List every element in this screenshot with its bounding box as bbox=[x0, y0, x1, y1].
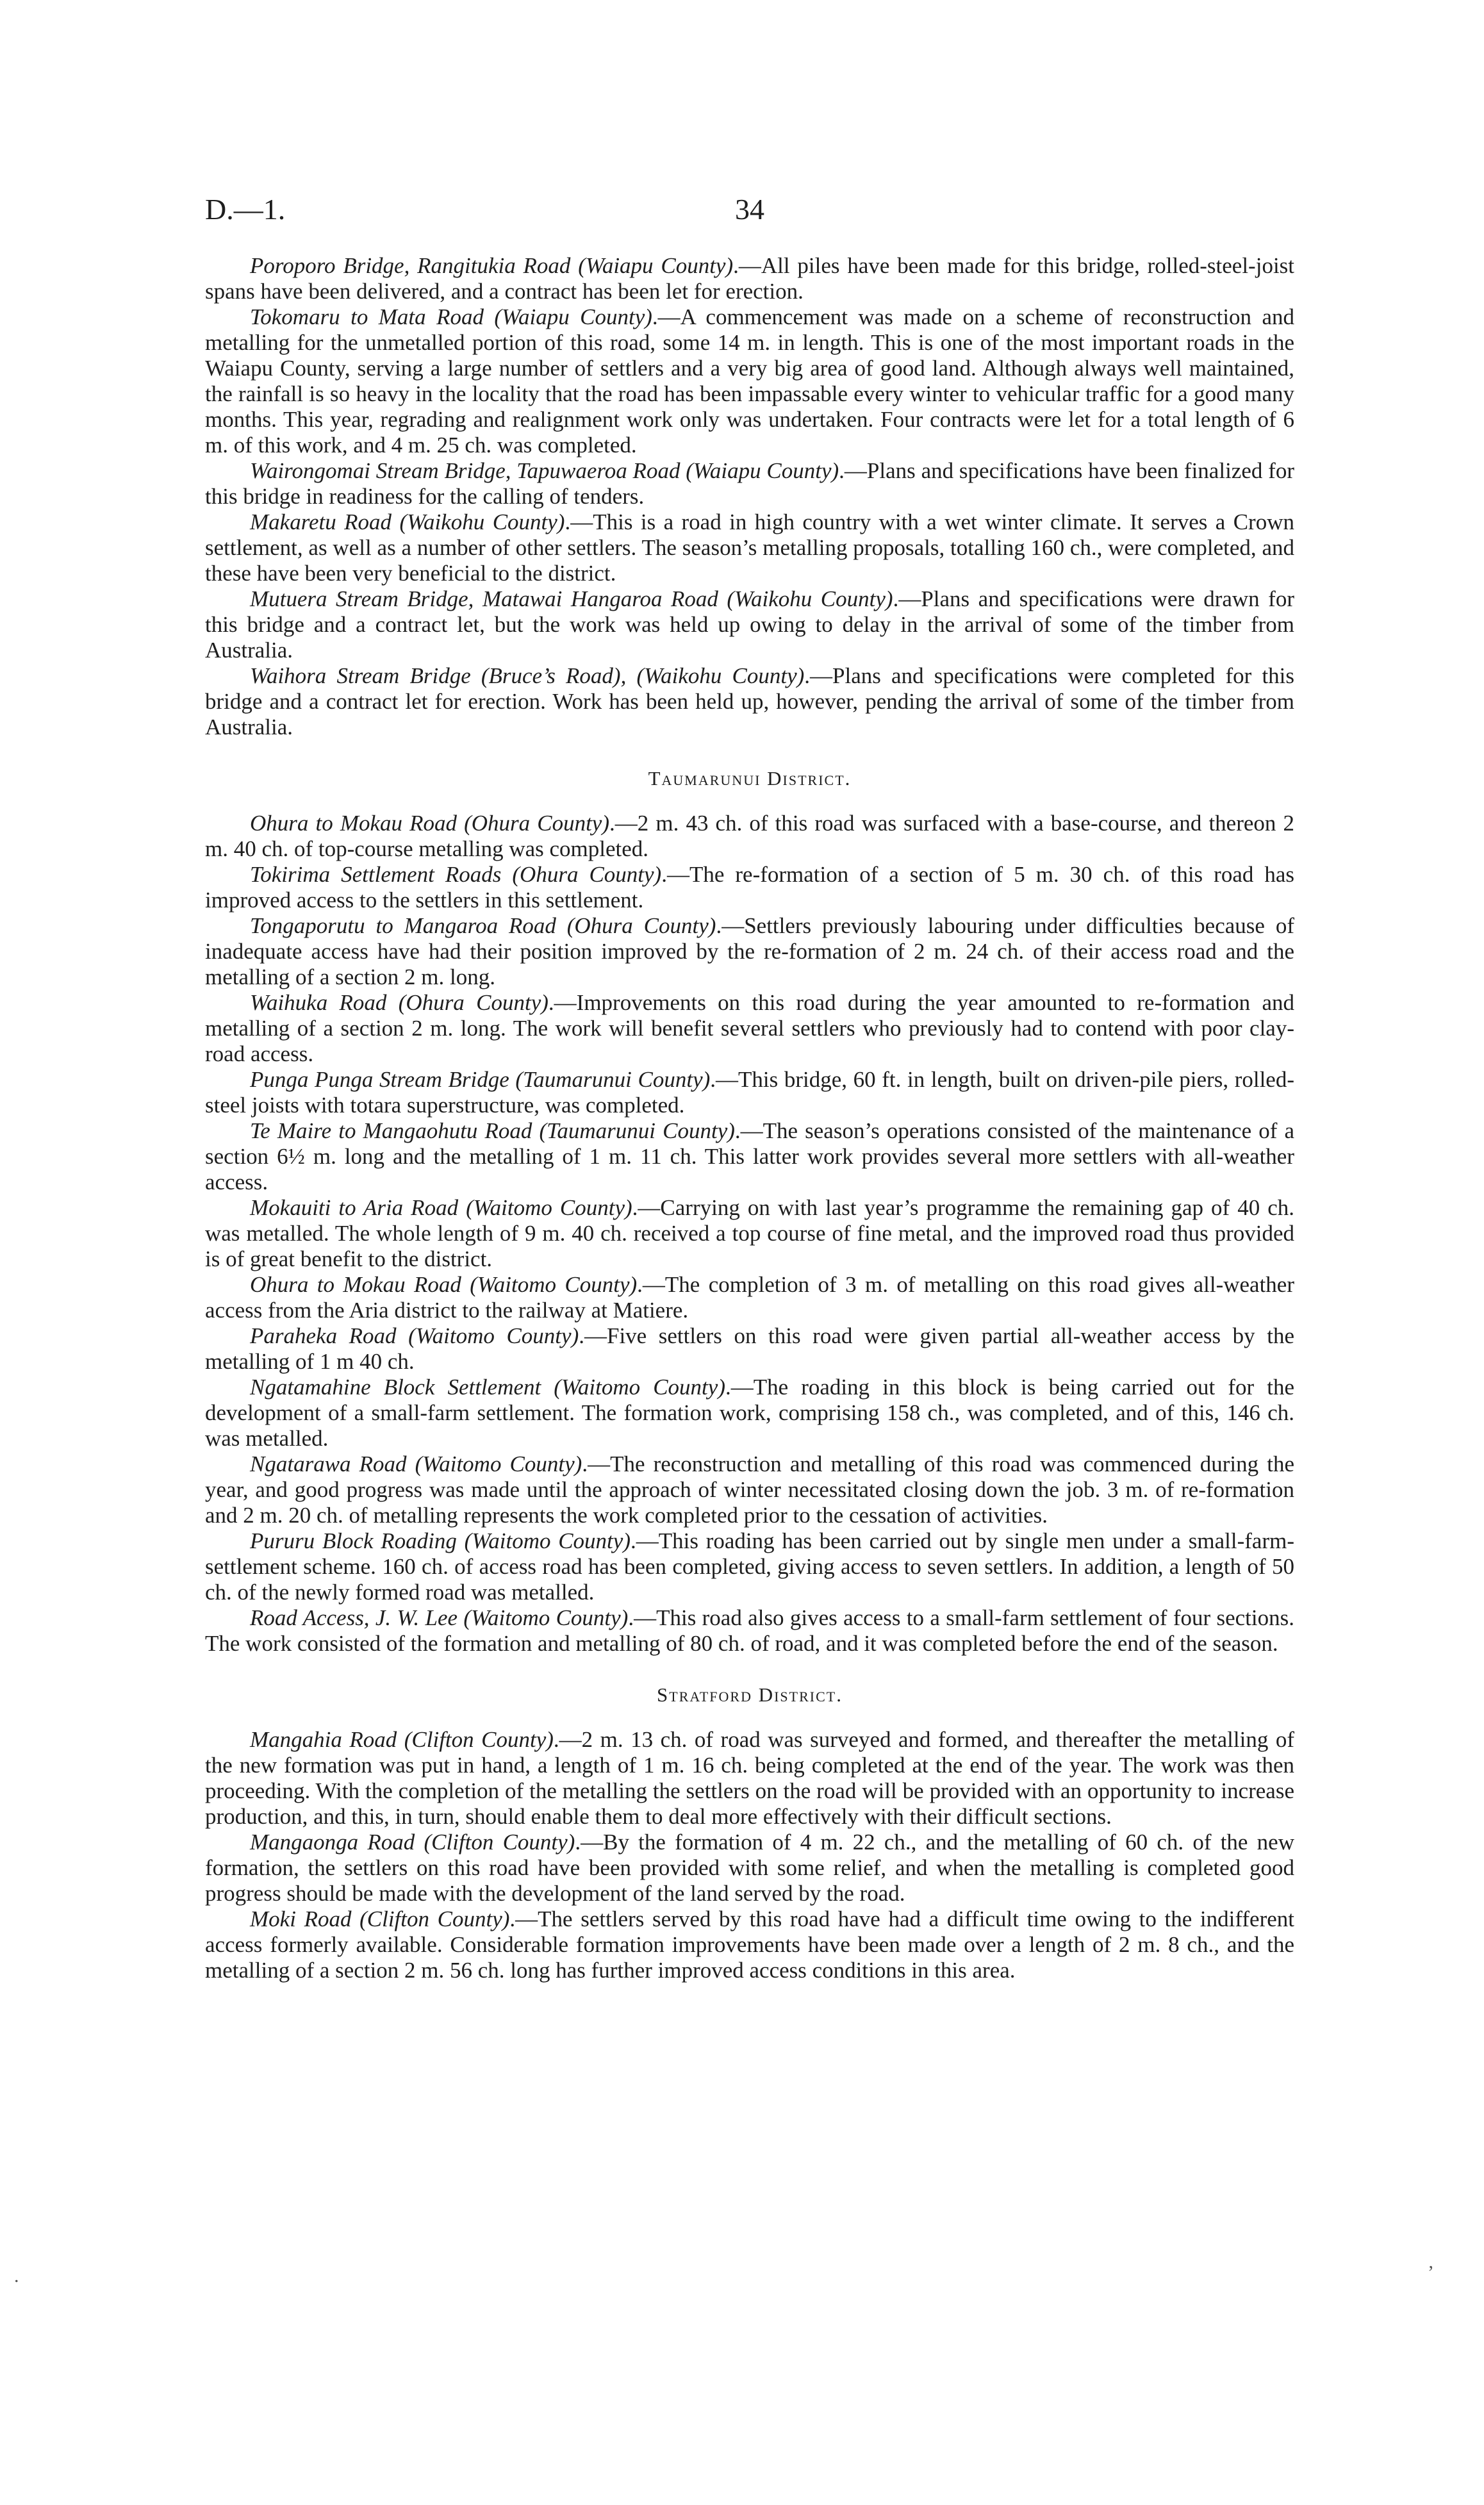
paragraph-title: Poroporo Bridge, Rangitukia Road (Waiapu County) bbox=[250, 253, 734, 278]
paragraph-text: .—All piles have been made for this bridge, rolled-steel-joist spans have been delivered, and a contract has been let for erection. bbox=[205, 253, 1295, 304]
report-paragraph bbox=[205, 1323, 1294, 1375]
document-section bbox=[205, 253, 1294, 740]
paragraph-text: .—Plans and specifications were completed for this bridge and a contract let for erection. Work has been held up, however, pending the arrival of some of the timber from Australia. bbox=[205, 663, 1295, 740]
paragraph-title: Punga Punga Stream Bridge (Taumarunui County) bbox=[250, 1067, 711, 1092]
paragraph-text: .—2 m. 13 ch. of road was surveyed and formed, and thereafter the metalling of the new formation was put in hand, a length of 1 m. 16 ch. being completed at the end of the year. The work was then proceeding. With the completion of the metalling the settlers on the road will be provided with an opportunity to increase production, and this, in turn, should enable them to deal more effectively with their difficult sections. bbox=[205, 1727, 1294, 1829]
paragraph-text: .—Carrying on with last year’s programme the remaining gap of 40 ch. was metalled. The whole length of 9 m. 40 ch. received a top course of fine metal, and the improved road thus provided is of great benefit to the district. bbox=[205, 1195, 1294, 1271]
report-paragraph bbox=[205, 1375, 1294, 1451]
paragraph-text: .—The completion of 3 m. of metalling on this road gives all-weather access from the Aria district to the railway at Matiere. bbox=[205, 1272, 1294, 1323]
paragraph-text: .—By the formation of 4 m. 22 ch., and the metalling of 60 ch. of the new formation, the settlers on this road have been provided with some relief, and when the metalling is completed good progress should be made with the development of the land served by the road. bbox=[205, 1830, 1294, 1906]
page-header bbox=[205, 192, 1294, 231]
report-paragraph bbox=[205, 663, 1294, 740]
paragraph-title: Waihora Stream Bridge (Bruce’s Road), (Waikohu County) bbox=[250, 663, 805, 688]
paragraph-title: Mangaonga Road (Clifton County) bbox=[250, 1830, 575, 1855]
report-paragraph bbox=[205, 304, 1294, 458]
paragraph-title: Road Access, J. W. Lee (Waitomo County) bbox=[250, 1605, 629, 1630]
paragraph-text: .—Improvements on this road during the year amounted to re-formation and metalling of a section 2 m. long. The work will benefit several settlers who previously had to contend with poor clay-road access. bbox=[205, 990, 1294, 1066]
paragraph-title: Tokomaru to Mata Road (Waiapu County) bbox=[250, 304, 652, 329]
paragraph-text: .—A commencement was made on a scheme of reconstruction and metalling for the unmetalled portion of this road, some 14 m. in length. This is one of the most important roads in the Waiapu County, serving a large number of settlers and a very big area of good land. Although always well maintained, the rainfall is so heavy in the locality that the road has been impassable every winter to vehicular traffic for a good many months. This year, regrading and realignment work only was undertaken. Four contracts were let for a total length of 6 m. of this work, and 4 m. 25 ch. was completed. bbox=[205, 304, 1294, 458]
paragraph-title: Pururu Block Roading (Waitomo County) bbox=[250, 1528, 631, 1553]
scan-speck: . bbox=[14, 2265, 19, 2286]
report-paragraph bbox=[205, 1067, 1294, 1118]
document-body bbox=[205, 253, 1294, 1983]
paragraph-title: Tongaporutu to Mangaroa Road (Ohura County) bbox=[250, 913, 716, 938]
report-paragraph bbox=[205, 1451, 1294, 1528]
paragraph-title: Mutuera Stream Bridge, Matawai Hangaroa Road (Waikohu County) bbox=[250, 586, 893, 611]
report-paragraph bbox=[205, 1118, 1294, 1195]
section-heading: Stratford District. bbox=[657, 1683, 843, 1706]
paragraph-title: Tokirima Settlement Roads (Ohura County) bbox=[250, 862, 662, 887]
document-section bbox=[205, 1682, 1294, 1983]
paragraph-title: Paraheka Road (Waitomo County) bbox=[250, 1323, 579, 1348]
report-paragraph bbox=[205, 1528, 1294, 1605]
report-paragraph bbox=[205, 990, 1294, 1067]
paragraph-title: Waihuka Road (Ohura County) bbox=[250, 990, 548, 1015]
report-paragraph bbox=[205, 253, 1294, 304]
report-paragraph bbox=[205, 1830, 1294, 1906]
paragraph-title: Ngatamahine Block Settlement (Waitomo County) bbox=[250, 1375, 725, 1400]
document-reference: D.—1. bbox=[205, 193, 286, 226]
paragraph-text: .—This roading has been carried out by single men under a small-farm-settlement scheme. 160 ch. of access road has been completed, giving access to seven settlers. In addition, a length of 50 ch. of the newly formed road was metalled. bbox=[205, 1528, 1294, 1605]
paragraph-text: .—The roading in this block is being carried out for the development of a small-farm settlement. The formation work, comprising 158 ch., was completed, and of this, 146 ch. was metalled. bbox=[205, 1375, 1294, 1451]
report-paragraph bbox=[205, 1272, 1294, 1323]
paragraph-text: .—The re-formation of a section of 5 m. 30 ch. of this road has improved access to the settlers in this settlement. bbox=[205, 862, 1295, 913]
report-paragraph bbox=[205, 811, 1294, 862]
report-paragraph bbox=[205, 862, 1294, 913]
paragraph-title: Makaretu Road (Waikohu County) bbox=[250, 509, 565, 534]
report-paragraph bbox=[205, 1727, 1294, 1830]
paragraph-text: .—Five settlers on this road were given partial all-weather access by the metalling of 1 m 40 ch. bbox=[205, 1323, 1294, 1374]
paragraph-text: .—This is a road in high country with a wet winter climate. It serves a Crown settlement, as well as a number of other settlers. The season’s metalling proposals, totalling 160 ch., were completed, and these have been very beneficial to the district. bbox=[205, 509, 1294, 586]
paragraph-text: .—The reconstruction and metalling of this road was commenced during the year, and good progress was made until the approach of winter necessitated closing down the job. 3 m. of re-formation and 2 m. 20 ch. of metalling represents the work completed prior to the cessation of activities. bbox=[205, 1451, 1295, 1528]
report-paragraph bbox=[205, 586, 1294, 663]
paragraph-title: Mangahia Road (Clifton County) bbox=[250, 1727, 554, 1752]
paragraph-text: .—This road also gives access to a small-farm settlement of four sections. The work consisted of the formation and metalling of 80 ch. of road, and it was completed before the end of the season. bbox=[205, 1605, 1294, 1656]
report-paragraph bbox=[205, 509, 1294, 586]
paragraph-text: .—The season’s operations consisted of the maintenance of a section 6½ m. long and the metalling of 1 m. 11 ch. This latter work provides several more settlers with all-weather access. bbox=[205, 1118, 1294, 1195]
paragraph-text: .—Plans and specifications have been finalized for this bridge in readiness for the calling of tenders. bbox=[205, 458, 1294, 509]
page-number: 34 bbox=[735, 193, 764, 226]
report-paragraph bbox=[205, 1906, 1294, 1983]
report-paragraph bbox=[205, 1605, 1294, 1657]
paragraph-title: Ohura to Mokau Road (Waitomo County) bbox=[250, 1272, 638, 1297]
scan-speck: ʼ bbox=[1428, 2262, 1434, 2283]
paragraph-text: .—Settlers previously labouring under difficulties because of inadequate access have had their position improved by the re-formation of 2 m. 24 ch. of their access road and the metalling of a section 2 m. long. bbox=[205, 913, 1294, 989]
report-paragraph bbox=[205, 458, 1294, 509]
paragraph-text: .—2 m. 43 ch. of this road was surfaced with a base-course, and thereon 2 m. 40 ch. of top-course metalling was completed. bbox=[205, 811, 1294, 861]
paragraph-title: Ohura to Mokau Road (Ohura County) bbox=[250, 811, 610, 836]
paragraph-title: Wairongomai Stream Bridge, Tapuwaeroa Road (Waiapu County) bbox=[250, 458, 839, 483]
report-paragraph bbox=[205, 913, 1294, 990]
paragraph-text: .—Plans and specifications were drawn for this bridge and a contract let, but the work was held up owing to delay in the arrival of some of the timber from Australia. bbox=[205, 586, 1294, 663]
section-heading: Taumarunui District. bbox=[648, 767, 852, 790]
paragraph-text: .—This bridge, 60 ft. in length, built on driven-pile piers, rolled-steel joists with totara superstructure, was completed. bbox=[205, 1067, 1294, 1118]
paragraph-title: Mokauiti to Aria Road (Waitomo County) bbox=[250, 1195, 632, 1220]
report-paragraph bbox=[205, 1195, 1294, 1272]
paragraph-text: .—The settlers served by this road have had a difficult time owing to the indifferent access formerly available. Considerable formation improvements have been made over a length of 2 m. 8 ch., and the metalling of a section 2 m. 56 ch. long has further improved access conditions in this area. bbox=[205, 1906, 1295, 1983]
paragraph-title: Te Maire to Mangaohutu Road (Taumarunui County) bbox=[250, 1118, 735, 1143]
paragraph-title: Ngatarawa Road (Waitomo County) bbox=[250, 1451, 582, 1476]
document-section bbox=[205, 766, 1294, 1657]
paragraph-title: Moki Road (Clifton County) bbox=[250, 1906, 510, 1931]
